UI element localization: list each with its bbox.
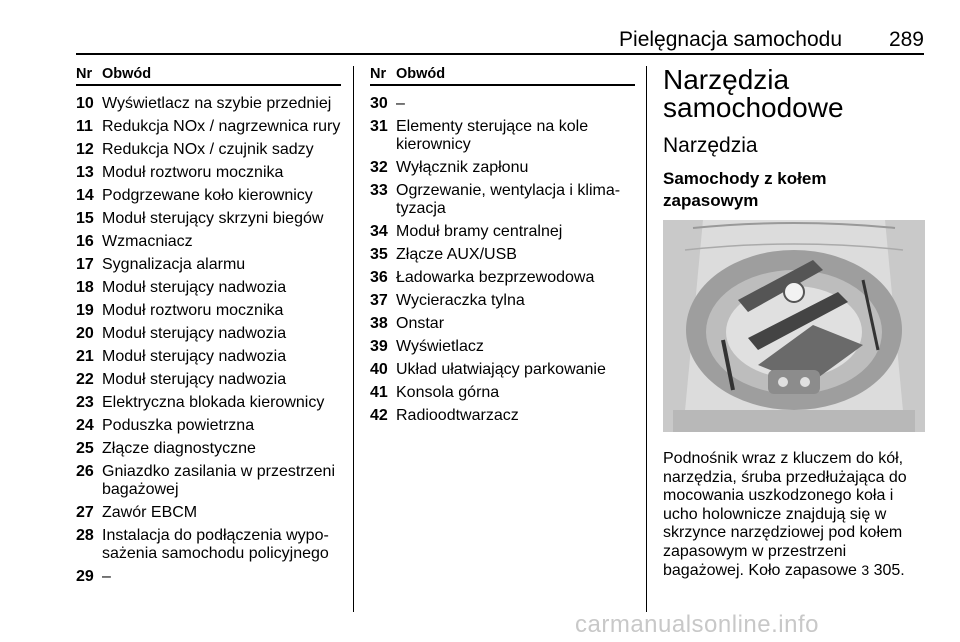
row-circuit: Redukcja NOx / czujnik sadzy [102, 141, 314, 158]
row-number: 25 [76, 440, 94, 457]
row-number: 30 [370, 95, 388, 112]
row-circuit: Moduł sterujący nadwozia [102, 325, 287, 342]
table-row [76, 95, 341, 113]
table-row [76, 417, 341, 435]
row-number: 19 [76, 302, 94, 319]
table-row [76, 504, 341, 522]
page-reference-icon: 3 [861, 562, 870, 578]
row-circuit: – [102, 568, 111, 585]
row-number: 14 [76, 187, 94, 204]
col-circuit-header: Obwód [102, 66, 152, 82]
table-row [370, 118, 635, 154]
row-number: 39 [370, 338, 388, 355]
spare-wheel-tools-photo [663, 220, 925, 432]
row-number: 40 [370, 361, 388, 378]
table-row [76, 164, 341, 182]
tools-section [663, 66, 925, 581]
row-circuit: Elementy sterujące na kole kierownicy [396, 118, 589, 153]
row-number: 10 [76, 95, 94, 112]
table-row [370, 182, 635, 218]
row-circuit: Wyświetlacz na szybie przedniej [102, 95, 332, 112]
table-header [76, 66, 341, 86]
row-circuit: Moduł sterujący nadwozia [102, 371, 287, 388]
table-rows [76, 86, 341, 586]
page-header [76, 28, 924, 54]
row-number: 36 [370, 269, 388, 286]
row-number: 21 [76, 348, 94, 365]
spare-wheel-illustration [663, 220, 925, 432]
table-row [370, 159, 635, 177]
caption-text: Podnośnik wraz z kluczem do kół, narzędzia, śruba przedłużająca do mocowania uszkodzonego koła i ucho holownicze znajdują się w skrzynce narzędziowej pod kołem zapasowym w przestrzeni bagażowej. Koło zapasowe [663, 450, 907, 579]
row-number: 32 [370, 159, 388, 176]
table-row [370, 95, 635, 113]
row-number: 11 [76, 118, 93, 135]
section-heading: Narzędzia samochodowe [663, 64, 844, 123]
row-circuit: Wzmacniacz [102, 233, 193, 250]
row-number: 38 [370, 315, 388, 332]
row-circuit: Złącze AUX/USB [396, 246, 517, 263]
section-subsubheading: Samochody z kołem zapasowym [663, 169, 827, 210]
row-number: 37 [370, 292, 388, 309]
row-circuit: Redukcja NOx / nagrzewnica rury [102, 118, 341, 135]
row-circuit: Konsola górna [396, 384, 500, 401]
table-row [370, 338, 635, 356]
table-row [76, 394, 341, 412]
page-reference: 305. [873, 562, 905, 579]
row-number: 20 [76, 325, 94, 342]
row-circuit: Moduł roztworu mocznika [102, 302, 284, 319]
table-row [370, 384, 635, 402]
column-divider [646, 66, 647, 612]
table-row [370, 246, 635, 264]
header-rule [76, 53, 924, 55]
row-circuit: Moduł bramy centralnej [396, 223, 563, 240]
table-row [76, 256, 341, 274]
row-circuit: Moduł sterujący nadwozia [102, 279, 287, 296]
col-nr-header: Nr [76, 66, 93, 82]
row-number: 22 [76, 371, 94, 388]
photo-caption [663, 450, 925, 581]
table-row [76, 141, 341, 159]
table-row [76, 118, 341, 136]
table-row [76, 302, 341, 320]
table-row [370, 315, 635, 333]
row-circuit: Moduł roztworu mocznika [102, 164, 284, 181]
table-row [76, 325, 341, 343]
row-circuit: Wycieraczka tylna [396, 292, 525, 309]
row-number: 15 [76, 210, 94, 227]
fuse-table-right [370, 66, 635, 425]
row-circuit: Poduszka powietrzna [102, 417, 255, 434]
table-row [76, 187, 341, 205]
row-circuit: Podgrzewane koło kierownicy [102, 187, 313, 204]
row-number: 26 [76, 463, 94, 480]
column-divider [353, 66, 354, 612]
table-row [76, 279, 341, 297]
row-circuit: Radioodtwarzacz [396, 407, 519, 424]
row-circuit: Zawór EBCM [102, 504, 198, 521]
col-nr-header: Nr [370, 66, 387, 82]
table-row [370, 223, 635, 241]
row-circuit: Złącze diagnostyczne [102, 440, 256, 457]
row-number: 35 [370, 246, 388, 263]
row-number: 28 [76, 527, 94, 544]
row-circuit: Onstar [396, 315, 445, 332]
table-row [370, 269, 635, 287]
table-row [76, 440, 341, 458]
table-header [370, 66, 635, 86]
row-circuit: – [396, 95, 405, 112]
row-number: 13 [76, 164, 94, 181]
table-rows [370, 86, 635, 425]
table-row [76, 527, 341, 563]
table-row [76, 210, 341, 228]
row-number: 17 [76, 256, 94, 273]
row-circuit: Instalacja do podłączenia wypo-sażenia samochodu policyjnego [102, 527, 329, 562]
table-row [76, 568, 341, 586]
row-circuit: Sygnalizacja alarmu [102, 256, 246, 273]
row-circuit: Gniazdko zasilania w przestrzeni bagażowej [102, 463, 335, 498]
table-row [76, 348, 341, 366]
row-number: 34 [370, 223, 388, 240]
row-number: 33 [370, 182, 388, 199]
row-number: 41 [370, 384, 388, 401]
row-number: 29 [76, 568, 94, 585]
row-circuit: Elektryczna blokada kierownicy [102, 394, 325, 411]
table-row [76, 463, 341, 499]
section-subheading: Narzędzia [663, 134, 758, 157]
table-row [370, 361, 635, 379]
table-row [370, 292, 635, 310]
row-number: 31 [370, 118, 388, 135]
page-number: 289 [888, 28, 924, 51]
row-circuit: Układ ułatwiający parkowanie [396, 361, 606, 378]
col-circuit-header: Obwód [396, 66, 446, 82]
row-number: 42 [370, 407, 388, 424]
row-number: 24 [76, 417, 94, 434]
table-row [370, 407, 635, 425]
row-circuit: Wyświetlacz [396, 338, 484, 355]
row-circuit: Ładowarka bezprzewodowa [396, 269, 595, 286]
table-row [76, 233, 341, 251]
table-row [76, 371, 341, 389]
fuse-table-left [76, 66, 341, 586]
row-number: 23 [76, 394, 94, 411]
row-number: 27 [76, 504, 94, 521]
row-circuit: Moduł sterujący skrzyni biegów [102, 210, 324, 227]
row-circuit: Wyłącznik zapłonu [396, 159, 529, 176]
row-circuit: Moduł sterujący nadwozia [102, 348, 287, 365]
row-number: 12 [76, 141, 94, 158]
row-circuit: Ogrzewanie, wentylacja i klima-tyzacja [396, 182, 621, 217]
row-number: 16 [76, 233, 94, 250]
page-section-title: Pielęgnacja samochodu [619, 28, 842, 51]
row-number: 18 [76, 279, 94, 296]
watermark: carmanualsonline.info [575, 611, 819, 638]
